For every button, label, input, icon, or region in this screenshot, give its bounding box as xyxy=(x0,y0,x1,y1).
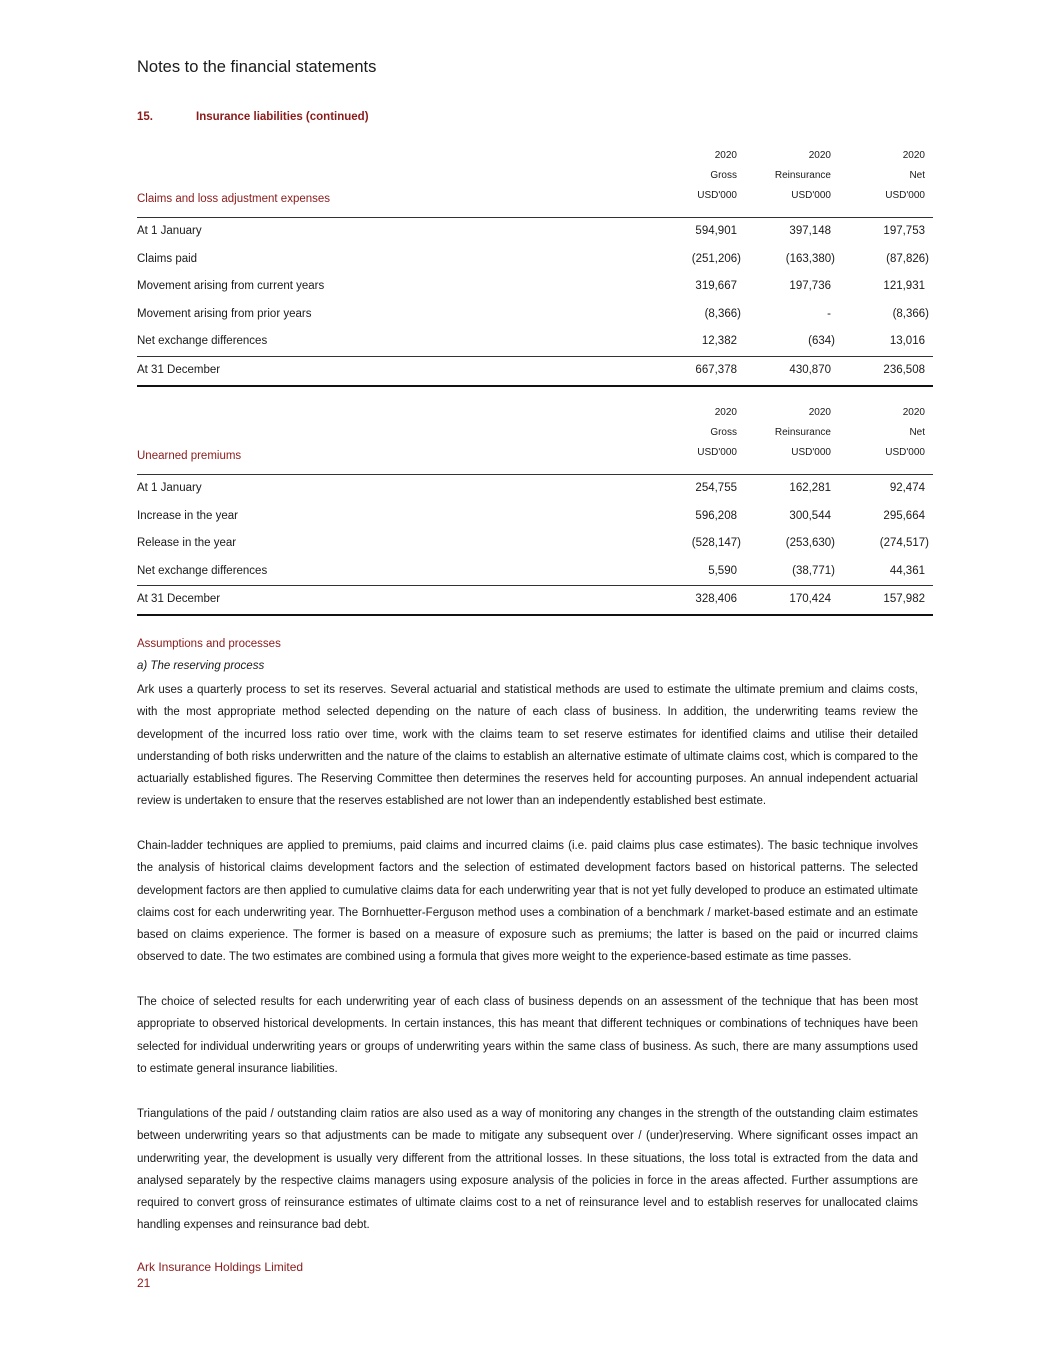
table-row xyxy=(137,328,933,356)
cell-gross: 596,208 xyxy=(695,509,737,522)
cell-net: (274,517) xyxy=(879,537,929,550)
assumptions-heading: Assumptions and processes xyxy=(137,638,281,650)
header-unit-net: USD'000 xyxy=(885,447,925,458)
header-unit-net: USD'000 xyxy=(885,190,925,201)
header-unit-gross: USD'000 xyxy=(697,190,737,201)
paragraph: Chain-ladder techniques are applied to premiums, paid claims and incurred claims (i.e. paid claims plus case estimates). The basic technique involves the analysis of historical claims development factors and the selection of estimated development factors based on historical patterns. The selected development factors are then applied to cumulative claims data for each underwriting year that is not yet fully developed to produce an estimated ultimate claims cost for each underwriting year. The Bornhuetter-Ferguson method uses a combination of a benchmark / market-based estimate and an estimate based on claims experience. The former is based on a measure of exposure such as premiums; the latter is based on the paid or incurred claims observed to date. The two estimates are combined using a formula that gives more weight to the experience-based estimate as time passes. xyxy=(137,840,918,964)
header-gross: Gross xyxy=(710,170,737,181)
table-row xyxy=(137,218,933,246)
table-header-types xyxy=(137,170,933,190)
table-row xyxy=(137,503,933,531)
row-label: Movement arising from current years xyxy=(137,280,325,293)
cell-gross: 5,590 xyxy=(708,564,737,577)
cell-reinsurance: (634) xyxy=(808,335,835,348)
cell-net: 295,664 xyxy=(883,509,925,522)
table-row xyxy=(137,246,933,274)
cell-net: (87,826) xyxy=(886,252,929,265)
table-header-years xyxy=(137,150,933,170)
header-gross: Gross xyxy=(710,427,737,438)
cell-reinsurance: 300,544 xyxy=(789,509,831,522)
row-label: At 31 December xyxy=(137,593,221,606)
cell-reinsurance: 397,148 xyxy=(789,225,831,237)
cell-gross: (251,206) xyxy=(691,252,741,265)
cell-net: 13,016 xyxy=(889,335,925,348)
table-row xyxy=(137,530,933,558)
footer-company: Ark Insurance Holdings Limited xyxy=(137,1260,304,1274)
header-unit-reinsurance: USD'000 xyxy=(791,190,831,201)
table-total-row xyxy=(137,356,933,387)
table-header-types xyxy=(137,427,933,447)
header-net: Net xyxy=(909,427,925,438)
table-row xyxy=(137,301,933,329)
table-body xyxy=(137,218,933,356)
row-label: Net exchange differences xyxy=(137,335,268,348)
cell-gross: 328,406 xyxy=(695,593,737,606)
claims-table xyxy=(137,150,933,387)
cell-net: (8,366) xyxy=(892,307,929,320)
table-header-units xyxy=(137,190,933,218)
cell-reinsurance: 430,870 xyxy=(789,363,831,376)
page-title: Notes to the financial statements xyxy=(137,58,377,76)
table-header-units xyxy=(137,447,933,475)
table-body xyxy=(137,475,933,585)
cell-net: 157,982 xyxy=(883,593,925,606)
table-header-years xyxy=(137,407,933,427)
row-label: At 31 December xyxy=(137,363,221,376)
table-total-row xyxy=(137,585,933,616)
header-reinsurance: Reinsurance xyxy=(774,170,831,181)
header-reinsurance: Reinsurance xyxy=(774,427,831,438)
footer-page-number: 21 xyxy=(137,1276,151,1290)
cell-reinsurance: (253,630) xyxy=(785,537,835,550)
cell-net: 236,508 xyxy=(883,363,925,376)
row-label: Increase in the year xyxy=(137,509,239,522)
header-net: Net xyxy=(909,170,925,181)
cell-reinsurance: 162,281 xyxy=(789,482,831,494)
header-year-reinsurance: 2020 xyxy=(808,150,831,161)
section-heading xyxy=(137,111,369,123)
row-label: At 1 January xyxy=(137,482,202,494)
row-label: At 1 January xyxy=(137,225,202,237)
header-year-net: 2020 xyxy=(902,407,925,418)
header-year-reinsurance: 2020 xyxy=(808,407,831,418)
cell-gross: 667,378 xyxy=(695,363,737,376)
cell-gross: 254,755 xyxy=(695,482,737,494)
cell-gross: 594,901 xyxy=(695,225,737,237)
cell-reinsurance: 170,424 xyxy=(789,593,831,606)
section-number: 15. xyxy=(137,111,153,123)
cell-gross: (528,147) xyxy=(691,537,741,550)
cell-gross: 12,382 xyxy=(701,335,737,348)
row-label: Net exchange differences xyxy=(137,564,268,577)
cell-net: 92,474 xyxy=(889,482,925,494)
paragraph: Ark uses a quarterly process to set its reserves. Several actuarial and statistical methods are used to estimate the ultimate premium and claims costs, with the most appropriate method selected depending on the nature of each class of business. In addition, the underwriting teams review the development of the incurred loss ratio over time, work with the claims team to set reserve estimates for identified claims and utilise their detailed understanding of both risks underwritten and the nature of the claims to establish an alternative estimate of ultimate claims cost, which is compared to the actuarially established figures. The Reserving Committee then determines the reserves held for accounting purposes. An annual independent actuarial review is undertaken to ensure that the reserves established are not lower than an independently established best estimate. xyxy=(137,684,918,808)
table-row xyxy=(137,273,933,301)
cell-gross: 319,667 xyxy=(695,280,737,293)
row-label: Claims paid xyxy=(137,252,198,265)
row-label: Release in the year xyxy=(137,537,237,550)
paragraph: The choice of selected results for each underwriting year of each class of business depends on an assessment of the technique that has been most appropriate to observed historical developments. In certain instances, this has meant that different techniques or combinations of techniques have been selected for individual underwriting years or groups of underwriting years within the same class of business. As such, there are many assumptions used to estimate general insurance liabilities. xyxy=(137,996,918,1075)
table-label: Unearned premiums xyxy=(137,450,242,462)
cell-reinsurance: (163,380) xyxy=(785,252,835,265)
cell-reinsurance: 197,736 xyxy=(789,280,831,293)
premiums-table xyxy=(137,407,933,616)
table-row xyxy=(137,475,933,503)
header-unit-gross: USD'000 xyxy=(697,447,737,458)
cell-gross: (8,366) xyxy=(704,307,741,320)
header-year-net: 2020 xyxy=(902,150,925,161)
assumptions-subheading: a) The reserving process xyxy=(137,660,265,672)
section-title: Insurance liabilities (continued) xyxy=(196,111,369,123)
header-year-gross: 2020 xyxy=(714,407,737,418)
header-year-gross: 2020 xyxy=(714,150,737,161)
cell-net: 121,931 xyxy=(883,280,925,293)
cell-reinsurance: (38,771) xyxy=(792,564,835,577)
cell-net: 44,361 xyxy=(889,564,925,577)
paragraph: Triangulations of the paid / outstanding claim ratios are also used as a way of monitoring any changes in the strength of the outstanding claim estimates between underwriting years so that adjustments can be made to mitigate any subsequent over / (under)reserving. Where significant osses impact an underwriting year, the development is usually very different from the attritional losses. In these situations, the loss total is extracted from the data and analysed separately by the respective claims managers using exposure analysis of the policies in force in the areas affected. Further assumptions are required to convert gross of reinsurance estimates of ultimate claims cost to a net of reinsurance level and to establish reserves for unallocated claims handling expenses and reinsurance bad debt. xyxy=(137,1108,918,1232)
cell-reinsurance: - xyxy=(827,307,831,320)
cell-net: 197,753 xyxy=(883,225,925,237)
row-label: Movement arising from prior years xyxy=(137,307,312,320)
table-row xyxy=(137,558,933,586)
table-label: Claims and loss adjustment expenses xyxy=(137,193,331,205)
header-unit-reinsurance: USD'000 xyxy=(791,447,831,458)
